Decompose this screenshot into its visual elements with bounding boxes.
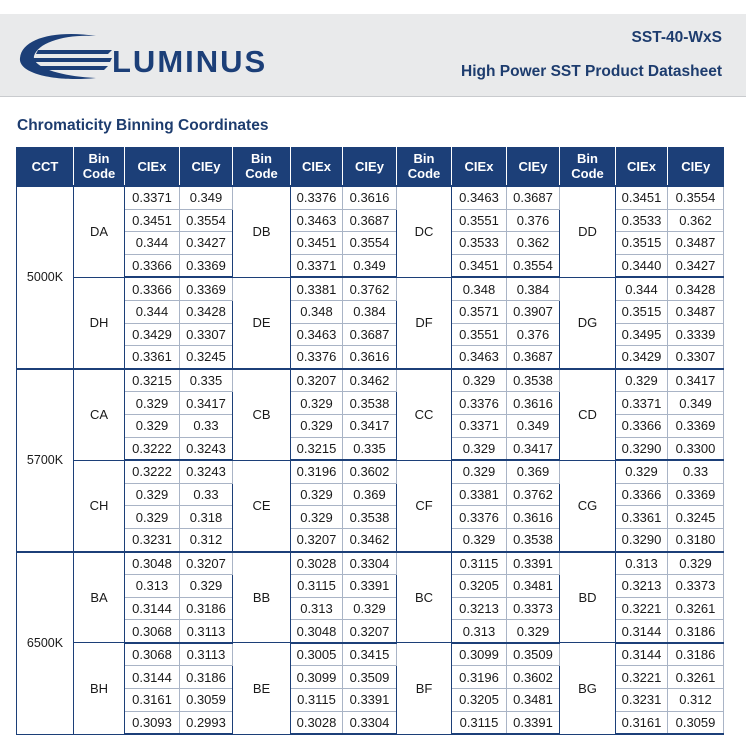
- ciex-cell: 0.313: [616, 552, 668, 575]
- ciex-cell: 0.3205: [452, 575, 507, 598]
- ciey-cell: 0.349: [180, 186, 233, 209]
- ciey-cell: 0.369: [507, 460, 560, 483]
- product-code: SST-40-WxS: [631, 29, 722, 46]
- ciey-cell: 0.376: [507, 323, 560, 346]
- ciex-cell: 0.3440: [616, 254, 668, 277]
- col-header: Bin Code: [560, 147, 616, 186]
- ciey-cell: 0.33: [180, 414, 233, 437]
- ciex-cell: 0.3215: [125, 369, 180, 392]
- ciey-cell: 0.3538: [507, 528, 560, 551]
- ciey-cell: 0.3907: [507, 300, 560, 323]
- ciey-cell: 0.3207: [343, 620, 397, 643]
- ciey-cell: 0.3427: [668, 254, 724, 277]
- ciex-cell: 0.3429: [125, 323, 180, 346]
- ciex-cell: 0.3361: [616, 506, 668, 529]
- ciex-cell: 0.3551: [452, 323, 507, 346]
- luminus-swoosh-icon: [16, 28, 346, 84]
- ciey-cell: 0.3300: [668, 437, 724, 460]
- ciey-cell: 0.3616: [507, 392, 560, 415]
- ciex-cell: 0.329: [616, 369, 668, 392]
- table-row: [17, 186, 724, 209]
- ciex-cell: 0.329: [452, 369, 507, 392]
- col-header: CIEy: [343, 147, 397, 186]
- ciex-cell: 0.329: [291, 414, 343, 437]
- ciey-cell: 0.3391: [507, 711, 560, 734]
- ciey-cell: 0.3687: [343, 323, 397, 346]
- ciex-cell: 0.3161: [125, 689, 180, 712]
- ciex-cell: 0.3221: [616, 597, 668, 620]
- col-header: CIEx: [125, 147, 180, 186]
- ciex-cell: 0.3463: [452, 186, 507, 209]
- ciex-cell: 0.3371: [452, 414, 507, 437]
- ciex-cell: 0.3381: [291, 277, 343, 300]
- ciey-cell: 0.3304: [343, 711, 397, 734]
- col-header: Bin Code: [74, 147, 125, 186]
- ciex-cell: 0.3451: [125, 209, 180, 232]
- section-title: Chromaticity Binning Coordinates: [17, 117, 269, 134]
- bin-code-cell: DA: [74, 186, 125, 277]
- bin-code-cell: DB: [233, 186, 291, 277]
- bin-code-cell: BB: [233, 552, 291, 643]
- ciex-cell: 0.3515: [616, 300, 668, 323]
- datasheet-header: [0, 14, 746, 97]
- ciey-cell: 0.362: [668, 209, 724, 232]
- ciey-cell: 0.3113: [180, 643, 233, 666]
- ciey-cell: 0.3554: [343, 232, 397, 255]
- ciex-cell: 0.344: [616, 277, 668, 300]
- ciex-cell: 0.3381: [452, 483, 507, 506]
- ciey-cell: 0.349: [668, 392, 724, 415]
- bin-code-cell: BA: [74, 552, 125, 643]
- col-header: CIEy: [668, 147, 724, 186]
- ciey-cell: 0.33: [180, 483, 233, 506]
- ciex-cell: 0.3099: [291, 666, 343, 689]
- bin-code-cell: CD: [560, 369, 616, 460]
- ciey-cell: 0.3616: [343, 346, 397, 369]
- ciex-cell: 0.3533: [452, 232, 507, 255]
- ciex-cell: 0.3213: [452, 597, 507, 620]
- ciey-cell: 0.3762: [507, 483, 560, 506]
- ciey-cell: 0.376: [507, 209, 560, 232]
- ciey-cell: 0.3428: [668, 277, 724, 300]
- ciex-cell: 0.3068: [125, 620, 180, 643]
- table-row: [17, 460, 724, 483]
- luminus-logo: [16, 28, 346, 84]
- ciex-cell: 0.329: [125, 392, 180, 415]
- bin-code-cell: BC: [397, 552, 452, 643]
- bin-code-cell: BE: [233, 643, 291, 734]
- ciey-cell: 0.3417: [180, 392, 233, 415]
- ciex-cell: 0.3371: [616, 392, 668, 415]
- ciex-cell: 0.329: [291, 392, 343, 415]
- ciey-cell: 0.3554: [180, 209, 233, 232]
- cct-cell: 5700K: [17, 369, 74, 552]
- ciey-cell: 0.3369: [668, 483, 724, 506]
- chromaticity-table: [16, 147, 724, 735]
- ciex-cell: 0.3376: [452, 506, 507, 529]
- ciey-cell: 0.3245: [668, 506, 724, 529]
- ciex-cell: 0.3099: [452, 643, 507, 666]
- ciex-cell: 0.3290: [616, 437, 668, 460]
- ciey-cell: 0.3428: [180, 300, 233, 323]
- ciey-cell: 0.3391: [507, 552, 560, 575]
- ciex-cell: 0.3196: [452, 666, 507, 689]
- ciey-cell: 0.329: [668, 552, 724, 575]
- logo-text: LUMINUS: [112, 44, 268, 79]
- ciex-cell: 0.3515: [616, 232, 668, 255]
- ciey-cell: 0.3487: [668, 232, 724, 255]
- ciey-cell: 0.318: [180, 506, 233, 529]
- col-header: CIEx: [291, 147, 343, 186]
- bin-code-cell: DH: [74, 277, 125, 368]
- ciex-cell: 0.3376: [291, 346, 343, 369]
- ciex-cell: 0.3144: [616, 620, 668, 643]
- ciex-cell: 0.3495: [616, 323, 668, 346]
- ciey-cell: 0.3481: [507, 689, 560, 712]
- ciey-cell: 0.3186: [668, 620, 724, 643]
- ciex-cell: 0.3371: [125, 186, 180, 209]
- ciex-cell: 0.3231: [616, 689, 668, 712]
- ciex-cell: 0.3221: [616, 666, 668, 689]
- ciey-cell: 0.349: [343, 254, 397, 277]
- ciey-cell: 0.33: [668, 460, 724, 483]
- ciex-cell: 0.313: [452, 620, 507, 643]
- ciey-cell: 0.3616: [343, 186, 397, 209]
- ciex-cell: 0.3161: [616, 711, 668, 734]
- ciex-cell: 0.3463: [452, 346, 507, 369]
- ciex-cell: 0.329: [125, 414, 180, 437]
- table-row: [17, 643, 724, 666]
- ciex-cell: 0.348: [291, 300, 343, 323]
- ciex-cell: 0.3068: [125, 643, 180, 666]
- ciey-cell: 0.3369: [180, 277, 233, 300]
- ciey-cell: 0.312: [668, 689, 724, 712]
- ciey-cell: 0.3180: [668, 528, 724, 551]
- ciex-cell: 0.344: [125, 300, 180, 323]
- ciex-cell: 0.3196: [291, 460, 343, 483]
- ciey-cell: 0.3462: [343, 369, 397, 392]
- ciey-cell: 0.3687: [507, 346, 560, 369]
- ciex-cell: 0.3366: [616, 483, 668, 506]
- ciex-cell: 0.329: [452, 528, 507, 551]
- ciey-cell: 0.3186: [180, 597, 233, 620]
- table-row: [17, 552, 724, 575]
- ciex-cell: 0.3207: [291, 528, 343, 551]
- ciey-cell: 0.3059: [180, 689, 233, 712]
- document-title: High Power SST Product Datasheet: [461, 63, 722, 80]
- bin-code-cell: DG: [560, 277, 616, 368]
- bin-code-cell: DD: [560, 186, 616, 277]
- ciex-cell: 0.3207: [291, 369, 343, 392]
- ciex-cell: 0.329: [125, 483, 180, 506]
- ciey-cell: 0.3186: [668, 643, 724, 666]
- ciex-cell: 0.3005: [291, 643, 343, 666]
- ciey-cell: 0.335: [180, 369, 233, 392]
- table-body: [17, 186, 724, 734]
- bin-code-cell: DF: [397, 277, 452, 368]
- ciex-cell: 0.313: [125, 575, 180, 598]
- ciey-cell: 0.335: [343, 437, 397, 460]
- ciex-cell: 0.3028: [291, 711, 343, 734]
- ciex-cell: 0.313: [291, 597, 343, 620]
- ciey-cell: 0.3509: [507, 643, 560, 666]
- bin-code-cell: BF: [397, 643, 452, 734]
- ciex-cell: 0.329: [616, 460, 668, 483]
- ciey-cell: 0.3487: [668, 300, 724, 323]
- ciex-cell: 0.3115: [291, 689, 343, 712]
- ciey-cell: 0.362: [507, 232, 560, 255]
- ciex-cell: 0.3222: [125, 460, 180, 483]
- ciey-cell: 0.3369: [180, 254, 233, 277]
- ciex-cell: 0.3451: [291, 232, 343, 255]
- table-header-row: [17, 147, 724, 186]
- ciex-cell: 0.329: [291, 483, 343, 506]
- table-row: [17, 277, 724, 300]
- bin-code-cell: DE: [233, 277, 291, 368]
- ciex-cell: 0.329: [125, 506, 180, 529]
- ciey-cell: 0.3616: [507, 506, 560, 529]
- ciey-cell: 0.3417: [507, 437, 560, 460]
- ciey-cell: 0.3186: [180, 666, 233, 689]
- ciex-cell: 0.3205: [452, 689, 507, 712]
- ciex-cell: 0.3376: [291, 186, 343, 209]
- ciey-cell: 0.3509: [343, 666, 397, 689]
- ciey-cell: 0.312: [180, 528, 233, 551]
- ciex-cell: 0.3215: [291, 437, 343, 460]
- ciey-cell: 0.3307: [180, 323, 233, 346]
- ciex-cell: 0.3533: [616, 209, 668, 232]
- bin-code-cell: DC: [397, 186, 452, 277]
- col-header: Bin Code: [397, 147, 452, 186]
- ciex-cell: 0.3451: [616, 186, 668, 209]
- ciey-cell: 0.3373: [668, 575, 724, 598]
- col-header: CIEx: [452, 147, 507, 186]
- bin-code-cell: BG: [560, 643, 616, 734]
- bin-code-cell: CH: [74, 460, 125, 551]
- ciey-cell: 0.329: [180, 575, 233, 598]
- ciey-cell: 0.3304: [343, 552, 397, 575]
- col-header: CIEy: [507, 147, 560, 186]
- ciex-cell: 0.3290: [616, 528, 668, 551]
- ciey-cell: 0.3417: [668, 369, 724, 392]
- cct-cell: 6500K: [17, 552, 74, 735]
- ciex-cell: 0.3371: [291, 254, 343, 277]
- ciex-cell: 0.3144: [125, 666, 180, 689]
- ciex-cell: 0.329: [452, 460, 507, 483]
- bin-code-cell: CA: [74, 369, 125, 460]
- ciex-cell: 0.3144: [125, 597, 180, 620]
- table-row: [17, 369, 724, 392]
- ciey-cell: 0.3762: [343, 277, 397, 300]
- bin-code-cell: CE: [233, 460, 291, 551]
- ciex-cell: 0.344: [125, 232, 180, 255]
- cct-cell: 5000K: [17, 186, 74, 369]
- ciey-cell: 0.3391: [343, 689, 397, 712]
- ciex-cell: 0.3429: [616, 346, 668, 369]
- ciex-cell: 0.3222: [125, 437, 180, 460]
- ciey-cell: 0.3554: [507, 254, 560, 277]
- ciex-cell: 0.3366: [125, 254, 180, 277]
- ciex-cell: 0.3361: [125, 346, 180, 369]
- ciex-cell: 0.3115: [452, 711, 507, 734]
- ciey-cell: 0.3481: [507, 575, 560, 598]
- ciex-cell: 0.3463: [291, 209, 343, 232]
- col-header: CIEy: [180, 147, 233, 186]
- ciey-cell: 0.3462: [343, 528, 397, 551]
- ciey-cell: 0.3261: [668, 666, 724, 689]
- bin-code-cell: CF: [397, 460, 452, 551]
- ciey-cell: 0.3602: [507, 666, 560, 689]
- ciey-cell: 0.329: [343, 597, 397, 620]
- ciex-cell: 0.3093: [125, 711, 180, 734]
- ciey-cell: 0.3207: [180, 552, 233, 575]
- ciey-cell: 0.3243: [180, 460, 233, 483]
- ciey-cell: 0.3113: [180, 620, 233, 643]
- ciex-cell: 0.3366: [125, 277, 180, 300]
- ciey-cell: 0.384: [507, 277, 560, 300]
- bin-code-cell: CB: [233, 369, 291, 460]
- bin-code-cell: BD: [560, 552, 616, 643]
- ciex-cell: 0.3028: [291, 552, 343, 575]
- col-header: CCT: [17, 147, 74, 186]
- ciey-cell: 0.2993: [180, 711, 233, 734]
- ciey-cell: 0.3243: [180, 437, 233, 460]
- ciey-cell: 0.369: [343, 483, 397, 506]
- ciey-cell: 0.3307: [668, 346, 724, 369]
- ciey-cell: 0.384: [343, 300, 397, 323]
- ciex-cell: 0.3213: [616, 575, 668, 598]
- ciex-cell: 0.329: [291, 506, 343, 529]
- bin-code-cell: BH: [74, 643, 125, 734]
- col-header: CIEx: [616, 147, 668, 186]
- ciey-cell: 0.3369: [668, 414, 724, 437]
- ciex-cell: 0.3144: [616, 643, 668, 666]
- ciey-cell: 0.3417: [343, 414, 397, 437]
- ciey-cell: 0.3339: [668, 323, 724, 346]
- ciex-cell: 0.3366: [616, 414, 668, 437]
- ciex-cell: 0.348: [452, 277, 507, 300]
- col-header: Bin Code: [233, 147, 291, 186]
- ciex-cell: 0.3231: [125, 528, 180, 551]
- ciex-cell: 0.3451: [452, 254, 507, 277]
- ciey-cell: 0.3373: [507, 597, 560, 620]
- ciey-cell: 0.3538: [343, 506, 397, 529]
- ciey-cell: 0.3427: [180, 232, 233, 255]
- bin-code-cell: CC: [397, 369, 452, 460]
- ciey-cell: 0.3059: [668, 711, 724, 734]
- ciex-cell: 0.329: [452, 437, 507, 460]
- ciey-cell: 0.329: [507, 620, 560, 643]
- ciex-cell: 0.3571: [452, 300, 507, 323]
- ciey-cell: 0.3245: [180, 346, 233, 369]
- bin-code-cell: CG: [560, 460, 616, 551]
- ciex-cell: 0.3115: [452, 552, 507, 575]
- ciey-cell: 0.3415: [343, 643, 397, 666]
- ciey-cell: 0.3538: [343, 392, 397, 415]
- ciey-cell: 0.3391: [343, 575, 397, 598]
- ciey-cell: 0.3538: [507, 369, 560, 392]
- ciex-cell: 0.3376: [452, 392, 507, 415]
- ciey-cell: 0.3687: [507, 186, 560, 209]
- ciey-cell: 0.3261: [668, 597, 724, 620]
- ciey-cell: 0.3687: [343, 209, 397, 232]
- ciex-cell: 0.3048: [291, 620, 343, 643]
- ciey-cell: 0.349: [507, 414, 560, 437]
- ciex-cell: 0.3551: [452, 209, 507, 232]
- ciex-cell: 0.3115: [291, 575, 343, 598]
- ciex-cell: 0.3463: [291, 323, 343, 346]
- ciex-cell: 0.3048: [125, 552, 180, 575]
- ciey-cell: 0.3602: [343, 460, 397, 483]
- ciey-cell: 0.3554: [668, 186, 724, 209]
